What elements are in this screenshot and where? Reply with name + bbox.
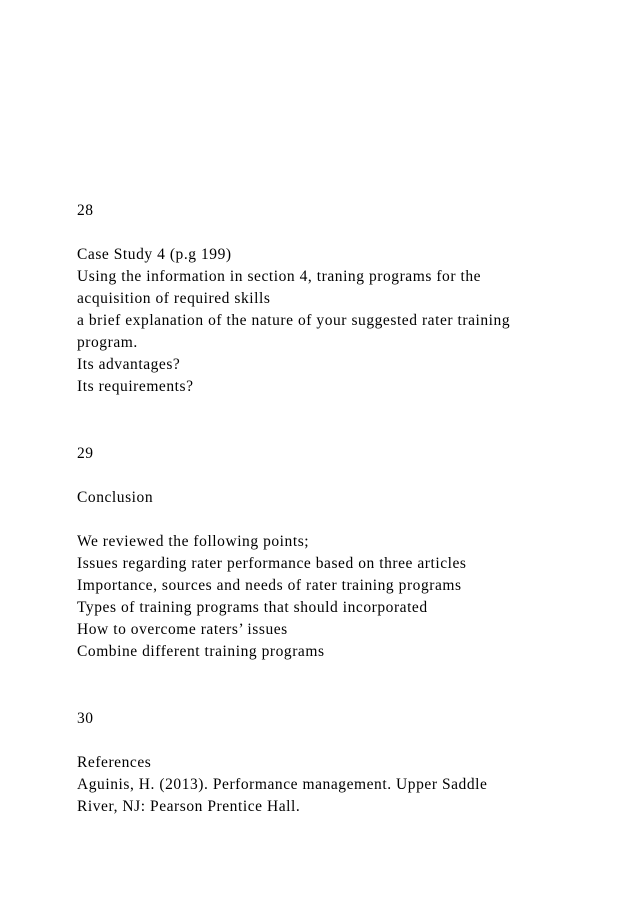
body-line: a brief explanation of the nature of your suggested rater training — [77, 312, 511, 329]
reference-line: River, NJ: Pearson Prentice Hall. — [77, 798, 301, 815]
body-line: Combine different training programs — [77, 643, 325, 660]
body-line: Using the information in section 4, traning programs for the — [77, 268, 482, 285]
slide-number: 29 — [77, 445, 94, 462]
body-line: Its requirements? — [77, 378, 194, 395]
body-line: Importance, sources and needs of rater training programs — [77, 577, 462, 594]
body-line: program. — [77, 334, 138, 351]
slide-number: 28 — [77, 202, 94, 219]
body-line: acquisition of required skills — [77, 290, 271, 307]
body-line: Issues regarding rater performance based on three articles — [77, 555, 467, 572]
body-line: Types of training programs that should incorporated — [77, 599, 428, 616]
slide-title: Conclusion — [77, 489, 154, 506]
slide-title: Case Study 4 (p.g 199) — [77, 246, 232, 263]
slide-number: 30 — [77, 710, 94, 727]
slide-title: References — [77, 754, 152, 771]
body-line: Its advantages? — [77, 356, 181, 373]
reference-line: Aguinis, H. (2013). Performance management. Upper Saddle — [77, 776, 488, 793]
body-line: How to overcome raters’ issues — [77, 621, 288, 638]
body-intro: We reviewed the following points; — [77, 533, 310, 550]
